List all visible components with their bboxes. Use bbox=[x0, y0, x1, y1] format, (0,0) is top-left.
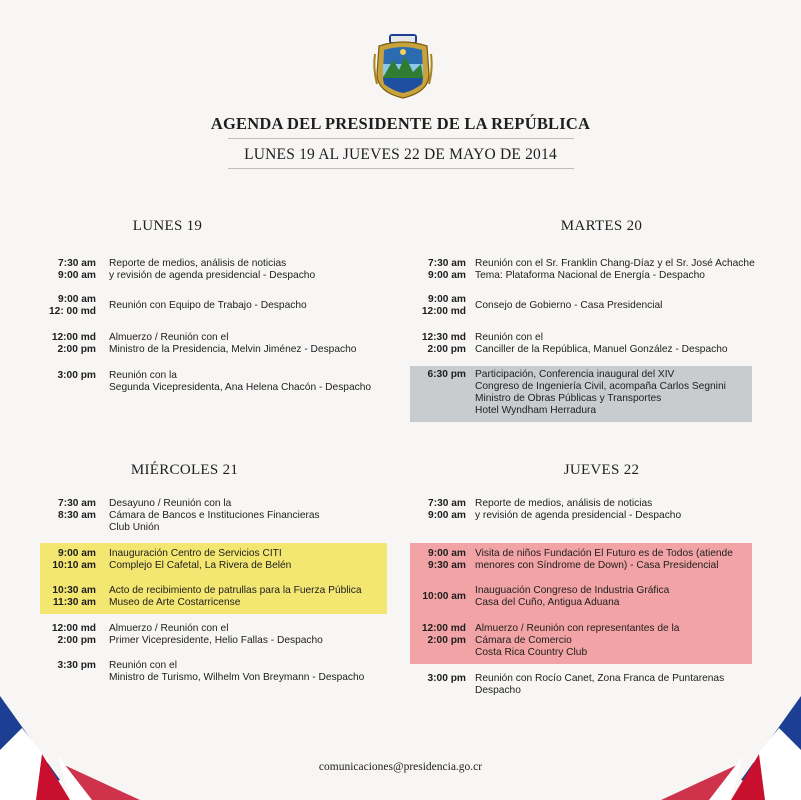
agenda-entry bbox=[410, 332, 753, 356]
agenda-entry bbox=[40, 294, 383, 317]
entry-line: Hotel Wyndham Herradura bbox=[475, 405, 597, 416]
entry-line: Casa del Cuño, Antigua Aduana bbox=[475, 597, 620, 608]
entry-time: 9:00 am bbox=[428, 270, 466, 281]
entry-time: 9:00 am bbox=[58, 548, 96, 559]
entry-time: 12:00 md bbox=[51, 332, 96, 343]
entry-line: y revisión de agenda presidencial - Despacho bbox=[109, 270, 316, 281]
entry-line: Reunión con el bbox=[475, 332, 543, 343]
entry-line: Reporte de medios, análisis de noticias bbox=[109, 258, 287, 269]
agenda-entry bbox=[40, 370, 383, 394]
entry-line: y revisión de agenda presidencial - Despacho bbox=[475, 510, 682, 521]
entry-time: 2:00 pm bbox=[57, 635, 96, 646]
agenda-entry bbox=[40, 623, 383, 647]
contact-email: comunicaciones@presidencia.go.cr bbox=[318, 761, 483, 773]
entry-line: Cámara de Comercio bbox=[475, 635, 572, 646]
day-heading: JUEVES 22 bbox=[563, 462, 640, 478]
entry-line: Ministro de Obras Públicas y Transportes bbox=[475, 393, 662, 404]
entry-line: Tema: Plataforma Nacional de Energía - Despacho bbox=[475, 270, 705, 281]
entry-time: 12:00 md bbox=[421, 623, 466, 634]
day-heading: MIÉRCOLES 21 bbox=[130, 462, 239, 478]
entry-time: 7:30 am bbox=[428, 498, 466, 509]
entry-line: Primer Vicepresidente, Helio Fallas - Despacho bbox=[109, 635, 323, 646]
flag-decoration-left bbox=[0, 690, 140, 800]
agenda-entry bbox=[40, 498, 383, 534]
entry-line: Desayuno / Reunión con la bbox=[109, 498, 232, 509]
agenda-entry bbox=[410, 498, 753, 522]
agenda-entry bbox=[40, 585, 383, 609]
day-miercoles bbox=[40, 462, 383, 683]
entry-time: 9:00 am bbox=[428, 548, 466, 559]
entry-time: 6:30 pm bbox=[427, 369, 466, 380]
entry-time: 12: 00 md bbox=[49, 306, 96, 317]
flag-decoration-right bbox=[661, 690, 801, 800]
entry-line: Club Unión bbox=[109, 522, 160, 533]
entry-line: Reunión con Equipo de Trabajo - Despacho bbox=[109, 300, 307, 311]
agenda-entry bbox=[410, 548, 753, 572]
entry-time: 10:00 am bbox=[422, 591, 466, 602]
entry-line: Almuerzo / Reunión con representantes de la bbox=[475, 623, 680, 634]
entry-line: Complejo El Cafetal, La Rivera de Belén bbox=[109, 560, 292, 571]
entry-time: 11:30 am bbox=[52, 597, 96, 608]
agenda-entry bbox=[410, 623, 753, 659]
entry-time: 10:30 am bbox=[52, 585, 96, 596]
entry-line: Participación, Conferencia inaugural del XIV bbox=[475, 369, 675, 380]
title-divider bbox=[228, 138, 574, 139]
agenda-entry bbox=[410, 258, 760, 282]
agenda-entry bbox=[40, 332, 383, 356]
entry-line: Reunión con Rocío Canet, Zona Franca de Puntarenas bbox=[475, 673, 725, 684]
agenda-entry bbox=[410, 369, 753, 417]
entry-time: 2:00 pm bbox=[57, 344, 96, 355]
entry-time: 2:00 pm bbox=[427, 344, 466, 355]
subtitle-divider bbox=[228, 168, 574, 169]
day-heading: LUNES 19 bbox=[132, 218, 203, 234]
agenda-entry bbox=[40, 548, 383, 572]
entry-line: Reunión con la bbox=[109, 370, 177, 381]
entry-time: 8:30 am bbox=[58, 510, 96, 521]
agenda-entry bbox=[410, 294, 753, 317]
entry-line: Ministro de Turismo, Wilhelm Von Breymann - Despacho bbox=[109, 672, 365, 683]
agenda-entry bbox=[40, 660, 383, 684]
entry-time: 2:00 pm bbox=[427, 635, 466, 646]
entry-time: 9:00 am bbox=[58, 294, 96, 305]
entry-line: Almuerzo / Reunión con el bbox=[109, 332, 229, 343]
entry-line: Segunda Vicepresidenta, Ana Helena Chacón - Despacho bbox=[109, 382, 372, 393]
entry-time: 3:00 pm bbox=[57, 370, 96, 381]
entry-line: Reporte de medios, análisis de noticias bbox=[475, 498, 653, 509]
entry-line: Canciller de la República, Manuel González - Despacho bbox=[475, 344, 728, 355]
coat-of-arms-seal bbox=[373, 34, 433, 100]
entry-time: 7:30 am bbox=[58, 498, 96, 509]
agenda-subtitle: LUNES 19 AL JUEVES 22 DE MAYO DE 2014 bbox=[244, 146, 557, 163]
entry-line: Inauguación Congreso de Industria Gráfica bbox=[475, 585, 670, 596]
entry-line: Museo de Arte Costarricense bbox=[109, 597, 241, 608]
day-heading: MARTES 20 bbox=[560, 218, 643, 234]
entry-line: Ministro de la Presidencia, Melvin Jiménez - Despacho bbox=[109, 344, 357, 355]
entry-time: 10:10 am bbox=[52, 560, 96, 571]
entry-line: Despacho bbox=[475, 685, 521, 696]
entry-time: 12:00 md bbox=[51, 623, 96, 634]
agenda-title: AGENDA DEL PRESIDENTE DE LA REPÚBLICA bbox=[210, 114, 591, 133]
entry-line: Cámara de Bancos e Instituciones Financieras bbox=[109, 510, 320, 521]
entry-line: Almuerzo / Reunión con el bbox=[109, 623, 229, 634]
entry-time: 3:30 pm bbox=[57, 660, 96, 671]
agenda-entry bbox=[410, 585, 753, 609]
entry-time: 12:30 md bbox=[421, 332, 466, 343]
day-martes bbox=[410, 218, 755, 416]
agenda-entry bbox=[40, 258, 315, 282]
entry-line: Acto de recibimiento de patrullas para la Fuerza Pública bbox=[109, 585, 362, 596]
entry-time: 9:30 am bbox=[428, 560, 466, 571]
entry-line: Consejo de Gobierno - Casa Presidencial bbox=[475, 300, 663, 311]
entry-line: Congreso de Ingeniería Civil, acompaña Carlos Segnini bbox=[475, 381, 726, 392]
entry-time: 7:30 am bbox=[58, 258, 96, 269]
entry-line: Inauguración Centro de Servicios CITI bbox=[109, 548, 282, 559]
entry-line: Reunión con el Sr. Franklin Chang-Díaz y el Sr. José Achache bbox=[475, 258, 755, 269]
entry-time: 9:00 am bbox=[428, 510, 466, 521]
entry-time: 12:00 md bbox=[421, 306, 466, 317]
day-lunes bbox=[40, 218, 383, 393]
entry-time: 7:30 am bbox=[428, 258, 466, 269]
entry-line: menores con Síndrome de Down) - Casa Presidencial bbox=[475, 560, 719, 571]
entry-line: Costa Rica Country Club bbox=[475, 647, 588, 658]
entry-line: Visita de niños Fundación El Futuro es de Todos (atiende bbox=[475, 548, 733, 559]
entry-line: Reunión con el bbox=[109, 660, 177, 671]
day-jueves bbox=[410, 462, 753, 696]
entry-time: 3:00 pm bbox=[427, 673, 466, 684]
entry-time: 9:00 am bbox=[58, 270, 96, 281]
entry-time: 9:00 am bbox=[428, 294, 466, 305]
